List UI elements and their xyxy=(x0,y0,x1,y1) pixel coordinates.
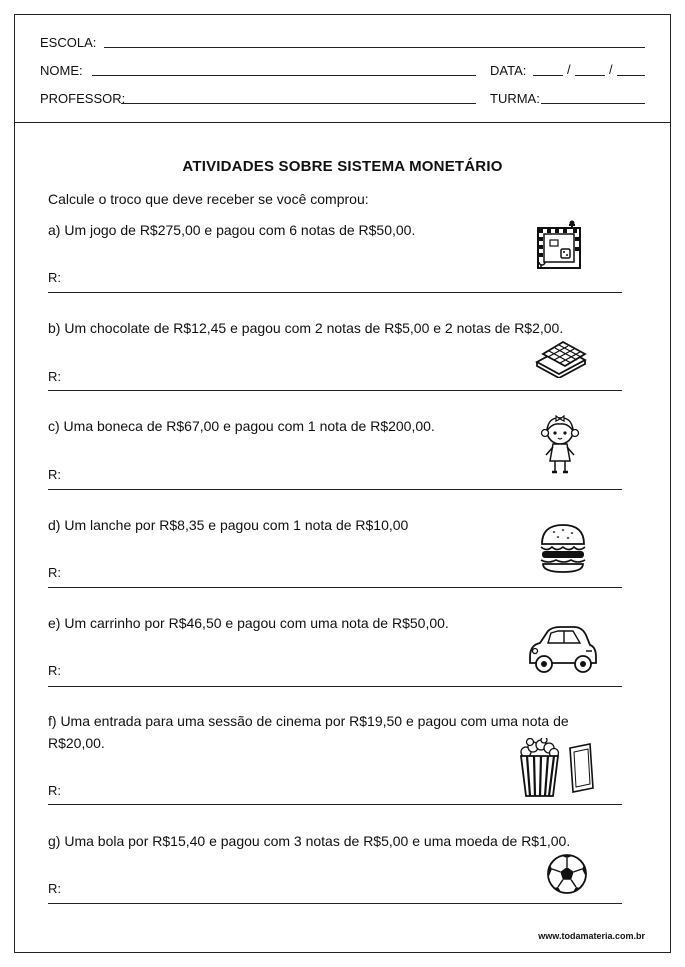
doll-icon xyxy=(538,413,582,477)
answer-line-g[interactable] xyxy=(48,903,622,904)
chocolate-icon xyxy=(533,340,589,378)
question-f: f) Uma entrada para uma sessão de cinema por R$19,50 e pagou com uma nota de R$20,00. xyxy=(48,713,569,751)
header-divider xyxy=(14,122,671,123)
worksheet-frame xyxy=(14,14,671,953)
popcorn-ticket-icon xyxy=(518,738,596,798)
toy-car-icon xyxy=(526,623,598,675)
question-e: e) Um carrinho por R$46,50 e pagou com uma nota de R$50,00. xyxy=(48,615,449,631)
answer-line-c[interactable] xyxy=(48,489,622,490)
school-label: ESCOLA: xyxy=(40,35,97,50)
answer-line-d[interactable] xyxy=(48,587,622,588)
question-b: b) Um chocolate de R$12,45 e pagou com 2 notas de R$5,00 e 2 notas de R$2,00. xyxy=(48,320,564,336)
date-day-line[interactable] xyxy=(533,75,563,76)
instruction-text: Calcule o troco que deve receber se você comprou: xyxy=(48,191,369,207)
answer-label: R: xyxy=(48,663,61,678)
soccer-ball-icon xyxy=(546,853,588,895)
footer-url: www.todamateria.com.br xyxy=(538,931,645,941)
class-field-line[interactable] xyxy=(541,103,645,104)
page-title: ATIVIDADES SOBRE SISTEMA MONETÁRIO xyxy=(182,158,503,175)
answer-label: R: xyxy=(48,369,61,384)
answer-label: R: xyxy=(48,467,61,482)
question-c: c) Uma boneca de R$67,00 e pagou com 1 nota de R$200,00. xyxy=(48,418,435,434)
date-label: DATA: xyxy=(490,63,527,78)
burger-icon xyxy=(538,522,588,576)
answer-line-a[interactable] xyxy=(48,292,622,293)
answer-line-b[interactable] xyxy=(48,390,622,391)
board-game-icon xyxy=(528,220,586,272)
name-field-line[interactable] xyxy=(92,75,476,76)
answer-line-e[interactable] xyxy=(48,686,622,687)
answer-line-f[interactable] xyxy=(48,804,622,805)
name-label: NOME: xyxy=(40,63,83,78)
answer-label: R: xyxy=(48,881,61,896)
class-label: TURMA: xyxy=(490,91,540,106)
date-separator: / xyxy=(567,62,571,77)
answer-label: R: xyxy=(48,565,61,580)
teacher-field-line[interactable] xyxy=(121,103,476,104)
question-a: a) Um jogo de R$275,00 e pagou com 6 notas de R$50,00. xyxy=(48,222,416,238)
teacher-label: PROFESSOR: xyxy=(40,91,126,106)
answer-label: R: xyxy=(48,270,61,285)
date-separator: / xyxy=(609,62,613,77)
date-month-line[interactable] xyxy=(575,75,605,76)
question-g: g) Uma bola por R$15,40 e pagou com 3 notas de R$5,00 e uma moeda de R$1,00. xyxy=(48,833,571,849)
date-year-line[interactable] xyxy=(617,75,645,76)
question-d: d) Um lanche por R$8,35 e pagou com 1 nota de R$10,00 xyxy=(48,517,409,533)
school-field-line[interactable] xyxy=(104,47,645,48)
answer-label: R: xyxy=(48,783,61,798)
